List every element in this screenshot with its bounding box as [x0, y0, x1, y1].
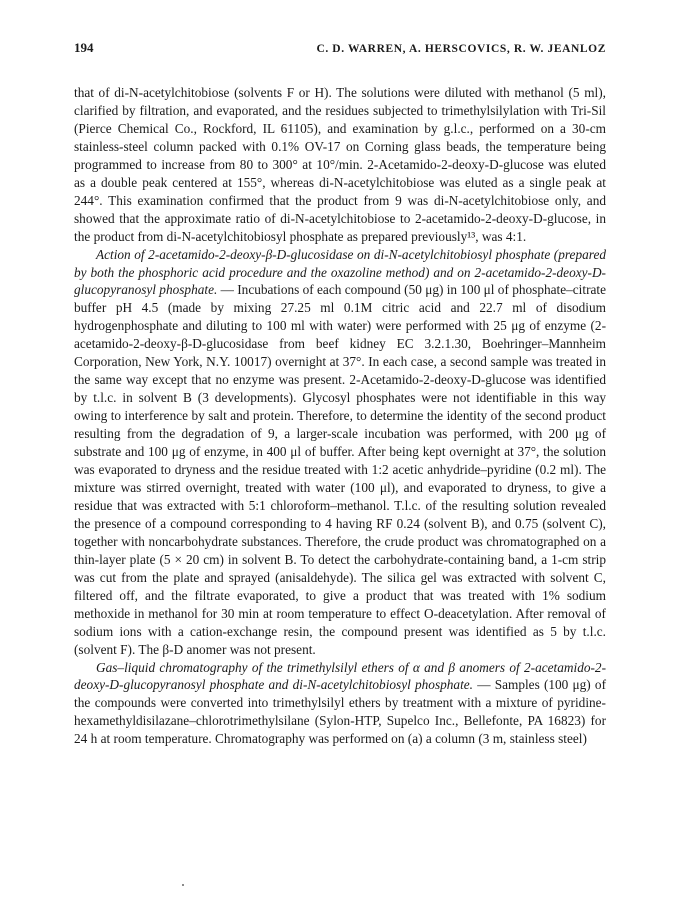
- paragraph-text: Samples (100 μg) of the compounds were converted into trimethylsilyl ethers by treatment with a mixture of pyridine-hexamethyldisilazane–chlorotrimethylsilane (Sylon-HTP, Supelco Inc., Bellefonte, PA 16823) for 24 h at room temperature. Chromatography was performed on (a) a column (3 m, stainless steel): [74, 677, 607, 747]
- section-title: Gas–liquid chromatography of the trimethylsilyl ethers of α and β anomers of 2-acetamido-2-deoxy-D-glucopyranosyl phosphate and di-N-acetylchitobiosyl phosphate.: [74, 659, 606, 693]
- running-head-authors: C. D. WARREN, A. HERSCOVICS, R. W. JEANLOZ: [316, 43, 606, 55]
- paragraph-text: that of di-N-acetylchitobiose (solvents F or H). The solutions were diluted with methanol (5 ml), clarified by filtration, and evaporated, and the residues subjected to trimethylsilylation with Tri-Sil (Pierce Chemical Co., Rockford, IL 61105), and examination by g.l.c., performed on a 30-cm stainless-steel column packed with 0.1% OV-17 on Corning glass beads, the temperature being programmed to increase from 80 to 300° at 10°/min. 2-Acetamido-2-deoxy-D-glucose was eluted as a double peak centered at 155°, whereas di-N-acetylchitobiose was eluted as a single peak at 244°. This examination confirmed that the product from 9 was di-N-acetylchitobiose only, and showed that the approximate ratio of di-N-acetylchitobiose to 2-acetamido-2-deoxy-D-glucose, in the product from di-N-acetylchitobiosyl phosphate as prepared previously¹³, was 4:1.: [74, 85, 606, 244]
- page-number: 194: [74, 40, 94, 55]
- paragraph-glc: [74, 659, 606, 749]
- paragraph-enzyme-action: [74, 246, 606, 659]
- title-separator: —: [217, 282, 238, 298]
- body-text: [74, 84, 606, 748]
- journal-page: [74, 40, 606, 748]
- section-title: Action of 2-acetamido-2-deoxy-β-D-glucosidase on di-N-acetylchitobiosyl phosphate (prepared by both the phosphoric acid procedure and the oxazoline method) and on 2-acetamido-2-deoxy-D-glucopyranosyl phosphate.: [74, 246, 606, 298]
- scan-speck: [182, 884, 184, 886]
- title-separator: —: [473, 677, 495, 693]
- paragraph-text: Incubations of each compound (50 μg) in 100 μl of phosphate–citrate buffer pH 4.5 (made by mixing 27.25 ml 0.1M citric acid and 22.7 ml of disodium hydrogenphosphate and diluting to 100 ml with water) were performed with 25 μg of enzyme (2-acetamido-2-deoxy-β-D-glucosidase from beef kidney EC 3.2.1.30, Boehringer–Mannheim Corporation, New York, N.Y. 10017) overnight at 37°. In each case, a second sample was treated in the same way except that no enzyme was present. 2-Acetamido-2-deoxy-D-glucose was identified by t.l.c. in solvent B (3 developments). Glycosyl phosphates were not identifiable in this way owing to interference by salt and protein. Therefore, to determine the identity of the second product resulting from the degradation of 9, a larger-scale incubation was performed, with 200 μg of substrate and 100 μg of enzyme, in 400 μl of buffer. After being kept overnight at 37°, the solution was evaporated to dryness and the residue treated with 1:2 acetic anhydride–pyridine (0.2 ml). The mixture was stirred overnight, treated with water (100 μl), and evaporated to dryness, to give a residue that was extracted with 5:1 chloroform–methanol. T.l.c. of the resulting solution revealed the presence of a compound corresponding to 4 having RF 0.24 (solvent B), and 0.75 (solvent C), together with noncarbohydrate substances. Therefore, the crude product was chromatographed on a thin-layer plate (5 × 20 cm) in solvent B. To detect the carbohydrate-containing band, a 1-cm strip was cut from the plate and sprayed (anisaldehyde). The silica gel was extracted with solvent C, filtered off, and the filtrate evaporated, to give a product that was treated with 1% sodium methoxide in methanol for 30 min at room temperature to effect O-deacetylation. After removal of sodium ions with a cation-exchange resin, the compound present was identified as 5 by t.l.c. (solvent F). The β-D anomer was not present.: [74, 282, 606, 657]
- paragraph-continued: [74, 84, 606, 246]
- page-header: [74, 40, 606, 62]
